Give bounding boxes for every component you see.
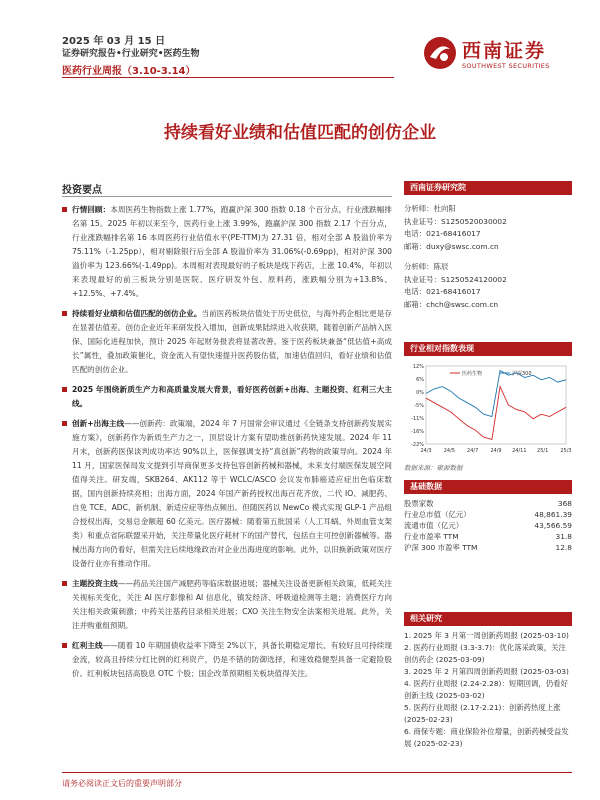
analyst-cert: 执业证号：S1250520030002 — [404, 216, 507, 226]
paragraph-lead: 2025 年围绕新质生产力和高质量发展大背景，看好医药创新+出海、主题投资、红利三大主线。 — [72, 385, 392, 408]
table-row — [404, 498, 572, 509]
weekly-title: 医药行业周报（3.10-3.14） — [62, 66, 196, 77]
paragraph-lead: 持续看好业绩和估值匹配的创仿企业。 — [72, 309, 202, 318]
data-header: 基础数据 — [404, 480, 572, 494]
paragraph-theme — [62, 577, 392, 633]
row-value: 31.8 — [555, 532, 572, 541]
legend-label: 沪深300 — [512, 371, 532, 377]
analyst-tel: 电话：021-68416017 — [404, 229, 481, 238]
logo-text-cn: 西南证券 — [462, 40, 547, 62]
y-tick-label: -11% — [411, 416, 424, 422]
related-item[interactable]: 4. 医药行业周报 (2.24-2.28)：短期回调，仍看好创新主线 (2025-03-02) — [404, 679, 568, 700]
paragraph-text: ——随着 10 年期国债收益率下降至 2%以下，具备长期稳定增长、有较好且可持续现金流，较高且持续分红比例的红利资产，仍是不错的防御选择，和速效稳健型具备一定避险股价。红利板块包括高股息 OTC 个股；国企改革预期相关板块值得关注。 — [72, 641, 392, 678]
paragraph-lead: 红利主线 — [72, 641, 103, 650]
bullet-icon — [62, 207, 67, 212]
related-header: 相关研究 — [404, 612, 572, 626]
paragraph-lead: 行情回顾： — [72, 205, 111, 214]
bullet-icon — [62, 311, 67, 316]
analyst-name: 分析师：陈辰 — [404, 262, 449, 271]
row-value: 12.8 — [555, 543, 572, 552]
x-tick-label: 25/1 — [537, 448, 549, 454]
paragraph-text: 本周医药生物指数上涨 1.77%，跑赢沪深 300 指数 0.18 个百分点，行业涨跌幅排名第 15。2025 年初以来至今，医药行业上涨 3.99%，跑赢沪深 300 指数 2.17 个百分点，行业涨跌幅排名第 16 本周医药行业估值水平(PE-TTM)为 27.31 倍，相对全部 A 股溢价率为 75.11%（-1.25pp），相对剔除银行后全部 A 股溢价率为 31.06%(-0.69pp)，相对沪深 300 溢价率为 123.66%(-1.49pp)。本周相对表现最好的子板块是线下药店，上涨 10.4%，年初以来表现最好的前三板块分别是医院、医疗研发外包、原料药，涨跌幅分别为+13.8%、+12.5%、+7.4%。 — [72, 205, 393, 298]
row-label: 沪深 300 市盈率 TTM — [404, 543, 478, 552]
related-item[interactable]: 5. 医药行业周报 (2.17-2.21)：创新药热度上涨 (2025-02-23) — [404, 703, 561, 724]
relative-index-chart — [404, 360, 572, 460]
row-label: 行业总市值（亿元） — [404, 510, 471, 519]
section-divider — [62, 196, 392, 197]
row-value: 43,566.59 — [534, 521, 572, 530]
logo-text-en: SOUTHWEST SECURITIES — [462, 62, 550, 70]
bullet-icon — [62, 387, 67, 392]
row-label: 行业市盈率 TTM — [404, 532, 459, 541]
company-logo — [420, 30, 570, 80]
paragraph-text: ——药品关注国产减肥药等临床数据进展；器械关注设备更新相关政策，低耗关注关视标关变化，关注 AI 医疗影像和 AI 信息化，镇发经济、呼吸道检测等主题；消费医疗方向关注相关政策刺激；中药关注基药目录相关进展；CXO 关注生物安全法案相关进展。此外，关注并购重组预期。 — [72, 579, 393, 630]
row-label: 股票家数 — [404, 499, 434, 508]
x-tick-label: 24/5 — [443, 448, 455, 454]
analyst-tel: 电话：021-68416017 — [404, 287, 481, 296]
bullet-icon — [62, 421, 67, 426]
y-tick-label: -5% — [414, 403, 424, 409]
analyst-cert: 执业证号：S1250524120002 — [404, 274, 507, 284]
logo-mark-icon — [422, 35, 458, 71]
page-title: 持续看好业绩和估值匹配的创仿企业 — [164, 123, 436, 143]
table-row — [404, 542, 572, 553]
analyst-email[interactable]: 邮箱：chch@swsc.com.cn — [404, 299, 499, 309]
related-item[interactable]: 6. 商保专题：商业保险补位增量，创新药械受益发展 (2025-02-23) — [404, 727, 569, 748]
related-list — [404, 630, 572, 750]
paragraph-text: ——创新药：政策端，2024 年 7 月国常会审议通过《全链条支持创新药发展实施方案》，创新药作为新质生产力之一，顶层设计方案有望助推创新药快速发展。2024 年 11 月末，创新药医保谈判成功率达 90%以上，医保强调支持“真创新”药物的政策导向。2024 年 11 月，国家医保局发文提到引导商保更多支持包容创新药械和器械，未来支付端医保发展空间值得关注。研发端，SKB264、AK112 等于 WCLC/ASCO 会议发布肺癌适应症出色临床数据，国内创新持续亮相；出海方面，2024 年国产新药授权出海百花齐放，二代 IO、减肥药、自免 TCE、ADC、新机制、新适应症等热点频出。但随医药以 NewCo 模式实现 GLP-1 产品组合授权出海，交易总金额超 60 亿美元。医疗器械：随着第五批国采（人工耳蜗、外周血管支架类）和重点省际联盟采开始，关注带量化医疗耗材下的国产替代，包括自主可控创新器械等。器械出海方向仍看好，但需关注后续地缘政治对企业出海进度的影响。此外，以旧换新政策对医疗设备行业亦有推动作用。 — [72, 419, 392, 568]
y-tick-label: 12% — [412, 364, 424, 370]
related-item[interactable]: 1. 2025 年 3 月第一周创新药周报 (2025-03-10) — [404, 631, 569, 640]
analyst-email[interactable]: 邮箱：duxy@swsc.com.cn — [404, 241, 499, 251]
table-row — [404, 531, 572, 542]
table-row — [404, 520, 572, 531]
report-type: 证券研究报告•行业研究•医药生物 — [62, 49, 200, 59]
footer-disclaimer: 请务必阅读正文后的重要声明部分 — [62, 779, 182, 788]
y-tick-label: 6% — [416, 377, 424, 383]
footer-divider — [62, 772, 572, 773]
section-heading: 投资要点 — [62, 185, 102, 196]
row-value: 48,861.39 — [534, 510, 572, 519]
y-tick-label: -16% — [411, 429, 424, 435]
row-label: 流通市值（亿元） — [404, 521, 464, 530]
y-tick-label: 0% — [416, 390, 424, 396]
paragraph-text: 当前医药板块估值处于历史低位，与海外药企相比更是存在显著估值差。创仿企业近年来研发投入增加，创新成果陆续进入收获期，随着创新产品纳入医保、国际化进程加快，预计 2025 年起财务报表将显著改善。鉴于医药板块兼备“低估值+高成长”属性，叠加政策催化，资金流入有望快速提升医药股估值，加速估值回归，看好业绩和估值匹配的创仿企业。 — [72, 309, 393, 374]
paragraph-market-review — [62, 203, 392, 301]
base-data-table — [404, 498, 572, 553]
x-tick-label: 24/7 — [467, 448, 479, 454]
research-header: 西南证券研究院 — [404, 181, 572, 195]
related-item[interactable]: 2. 医药行业周报 (3.3-3.7)：优化落采政策，关注创仿药企 (2025-03-09) — [404, 643, 566, 664]
plot-frame — [426, 366, 566, 444]
y-tick-label: -22% — [411, 442, 424, 448]
x-tick-label: 24/3 — [420, 448, 432, 454]
x-tick-label: 24/11 — [512, 448, 527, 454]
legend-label: 医药生物 — [462, 371, 483, 377]
x-tick-label: 25/3 — [560, 448, 572, 454]
row-value: 368 — [557, 499, 572, 508]
paragraph-lead: 主题投资主线 — [72, 579, 118, 588]
paragraph-lead: 创新+出海主线 — [72, 419, 125, 428]
table-row — [404, 509, 572, 520]
paragraph-dividend — [62, 639, 392, 681]
header-divider — [62, 77, 394, 78]
paragraph-valuation — [62, 307, 392, 377]
bullet-icon — [62, 581, 67, 586]
analyst-name: 分析师：杜向阳 — [404, 204, 456, 213]
chart-header: 行业相对指数表现 — [404, 342, 572, 356]
bullet-icon — [62, 643, 67, 648]
x-tick-label: 24/9 — [490, 448, 502, 454]
chart-source: 数据来源：聚源数据 — [404, 464, 463, 472]
related-item[interactable]: 3. 2025 年 2 月第四周创新药周报 (2025-03-03) — [404, 667, 569, 676]
report-date: 2025 年 03 月 15 日 — [62, 36, 166, 47]
investment-body — [62, 203, 392, 687]
analyst-block — [404, 203, 572, 311]
paragraph-three-lines — [62, 383, 392, 411]
paragraph-innovation — [62, 417, 392, 571]
